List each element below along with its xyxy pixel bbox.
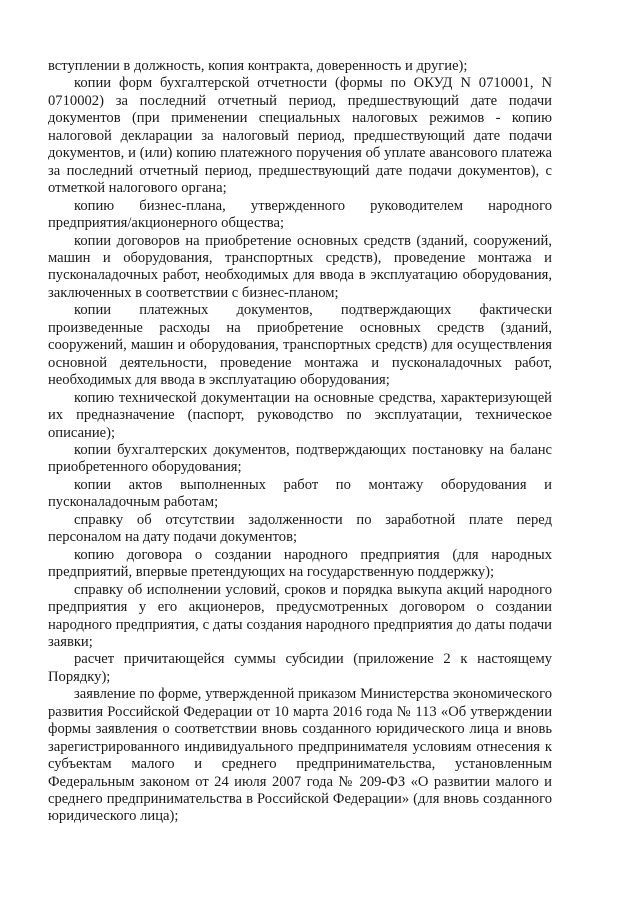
paragraph-accounting-reports: копии форм бухгалтерской отчетности (формы по ОКУД N 0710001, N 0710002) за последний отчетный период, предшествующий дате подачи документов (при применении специальных налоговых режимов - копию налоговой декларации за налоговый период, предшествующий дате подачи документов, и (или) копию платежного поручения об уплате авансового платежа за последний отчетный период, предшествующий дате подачи документов), с отметкой налогового органа; <box>48 75 552 197</box>
paragraph-accounting-documents: копии бухгалтерских документов, подтверждающих постановку на баланс приобретенного оборудования; <box>48 441 552 476</box>
paragraph-continuation: вступлении в должность, копия контракта, доверенность и другие); <box>48 58 468 74</box>
paragraph-share-buyback-certificate: справку об исполнении условий, сроков и порядка выкупа акций народного предприятия у его акционеров, предусмотренных договором о создании народного предприятия, с даты создания народного предприятия до даты подачи заявки; <box>48 581 552 650</box>
document-page <box>48 58 552 826</box>
paragraph-payment-documents: копии платежных документов, подтверждающих фактически произведенные расходы на приобретение основных средств (зданий, сооружений, машин и оборудования, транспортных средств) для осуществления основной деятельности, проведение монтажа и пусконаладочных работ, необходимых для ввода в эксплуатацию оборудования; <box>48 302 552 389</box>
paragraph-subsidy-calculation: расчет причитающейся суммы субсидии (приложение 2 к настоящему Порядку); <box>48 651 552 685</box>
paragraph-application-form: заявление по форме, утвержденной приказом Министерства экономического развития Российской Федерации от 10 марта 2016 года № 113 «Об утверждении формы заявления о соответствии вновь созданного юридического лица и вновь зарегистрированного индивидуального предпринимателя условиям отнесения к субъектам малого и среднего предпринимательства, установленным Федеральным законом от 24 июля 2007 года № 209-ФЗ «О развитии малого и среднего предпринимательства в Российской Федерации» (для вновь созданного юридического лица); <box>48 686 552 825</box>
paragraph-work-acts: копии актов выполненных работ по монтажу оборудования и пусконаладочным работам; <box>48 476 552 511</box>
paragraph-technical-documentation: копию технической документации на основные средства, характеризующей их предназначение (паспорт, руководство по эксплуатации, техническое описание); <box>48 389 552 441</box>
paragraph-business-plan: копию бизнес-плана, утвержденного руководителем народного предприятия/акционерного общества; <box>48 197 552 232</box>
paragraph-fixed-assets-contracts: копии договоров на приобретение основных средств (зданий, сооружений, машин и оборудования, транспортных средств), проведение монтажа и пусконаладочных работ, необходимых для ввода в эксплуатацию оборудования, заключенных в соответствии с бизнес-планом; <box>48 232 552 301</box>
paragraph-salary-certificate: справку об отсутствии задолженности по заработной плате перед персоналом на дату подачи документов; <box>48 511 552 546</box>
paragraph-enterprise-contract: копию договора о создании народного предприятия (для народных предприятий, впервые претендующих на государственную поддержку); <box>48 546 552 581</box>
